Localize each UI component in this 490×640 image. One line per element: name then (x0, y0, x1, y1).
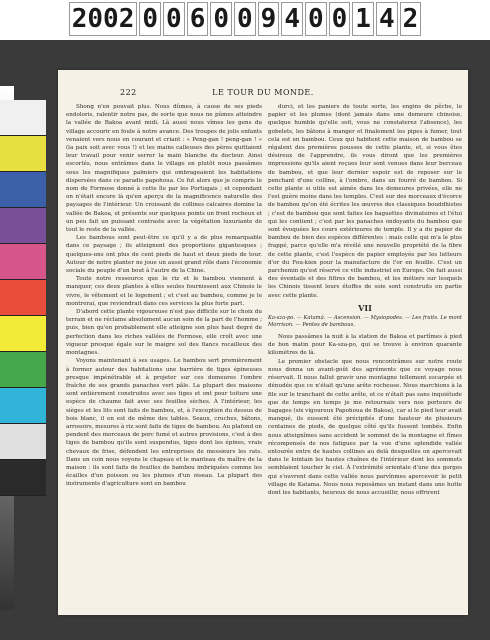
accession-label (0, 0, 490, 38)
swatch-red (0, 280, 46, 316)
book-page (58, 70, 468, 615)
swatch-purple (0, 208, 46, 244)
paragraph: Les bambous sont peut-être ce qu'il y a de plus remarquable dans ce paysage ; ils atteignent des proportions gigantesques ; quelques-uns ont plus de cent pieds de haut et deux pieds de tour. Autour de notre planter ne joue un aussi grand rôle dans l'économie sociale du peuple d'un bout à l'autre de la Chine. (66, 235, 262, 275)
swatch-light-gray (0, 424, 46, 460)
page-number: 222 (120, 88, 137, 97)
running-title: LE TOUR DU MONDE. (212, 88, 314, 97)
swatch-magenta (0, 244, 46, 280)
paragraph: Le premier obstacle que nous rencontrâmes sur notre route nous donna un avant-goût des agréments que ce voyage nous réservait. Il nous fallut gravir une montagne tellement escarpée et dénudée que ce n'était qu'une arête rocheuse. Nous marchions à la file sur le tranchant de cette arête, et ce n'était pas sans inquiétude que de temps en temps je me retournais vers nos porteurs de bagages (six vigoureux Papohoua de Bakoa), car si le pied leur avait manqué, ils eussent été précipités d'une hauteur de plusieurs centaines de pieds, de quelque côté qu'ils fussent tombés. Enfin nous atteignîmes sans accident le sommet de la montagne et fîmes récompensés de nos fatigues par la vue d'une splendide vallée entourée entre de hautes collines au delà desquelles on apercevait dans le lointain les hautes chaînes de l'intérieur dont les sommets semblaient toucher le ciel. À l'extrémité orientale d'une des gorges qui s'ouvrent dans cette vallée nous parvînmes apercevoir le petit village de Katama. Nous nous reposâmes un instant dans une hutte dont les habitants, heureux de nous accueillir, nous offrirent (268, 358, 462, 496)
color-calibration-strip (0, 100, 50, 600)
accession-digit: 0 (234, 2, 256, 36)
accession-digit: 0 (305, 2, 327, 36)
swatch-white (0, 100, 46, 136)
paragraph: durci, et les paniers de toute sorte, les engins de pêche, le papier et les plumes (dont jamais dans une demeure chinoise, quelque humble qu'elle soit, vous ne constaterez l'absence), les gobelets, les bâtons à manger et finalement les pipes à fumer, tout cela est en bambou. Ceux qui habitent cette maison de bambou se régalent des premières pousses de cette plante, et, si vous êtes désireux de l'apprendre, ils vous diront que les premières impressions qu'ils aient reçues leur sont venues dans leur berceau de bambou, et que leur dernier espoir est de reposer sur le penchant d'une colline, à l'ombre, dans un fourré de bambou. Si cette plante si utile est aimée dans les demeures privées, elle ne l'est guère moins dans les temples. C'est sur des morceaux d'écorce de bambou qu'on été écrites les œuvres des classiques bouddhistes ; c'est de bambou que sont faites les baguettes divinatoires et l'étui qui les contient ; c'est par les panaches ondoyants du bambou que sont évoquées les cours extérieures de temple. Il y a du papier de bambou de bien des espèces différentes : mais celle qui m'a le plus frappé, parce qu'elle m'a révélé une nouvelle propriété de la fibre de cette plante, c'est l'espèce de papier employée par les lutteurs d'or du Fou-kien pour la manufacture de l'or en feuille. C'est un parchemin qu'est réservé ce ville industriel en Europe. On fait aussi des éventails et des filtres de bambou, et les métiers sur lesquels les Chinois tissent leurs étoffes de soie sont construits en partie avec cette plante. (268, 104, 462, 299)
swatch-cyan (0, 388, 46, 424)
swatch-black (0, 460, 46, 496)
accession-number (0, 2, 490, 36)
paragraph: D'abord cette plante vigoureuse n'est pas difficile sur le choix du terrain et ne réclame absolument aucun soin de la part de l'homme ; puis, bien qu'en probablement elle atteigne son plus haut degré de perfection dans les riches vallées de Formose, elle croît avec une vigueur presque égale sur le maigre sol des flancs rocailleux des montagnes. (66, 309, 262, 357)
chapter-summary: Ka-sza-po. — Katamá. — Ascension. — Mysiopodes. — Les fruits. Le mont Morrison. — Pentes de bambous. (268, 315, 462, 329)
accession-digit: 1 (352, 2, 374, 36)
paragraph: Toute notre ressource que le riz et le bambou viennent à manquer, ces deux plantes à elles seules fournissent aux Chinois le vivre, le vêtement et le logement ; et c'est au bambou, comme je le montrerai, que reviendrait dans ces services la plus forte part. (66, 276, 262, 307)
accession-digit: 6 (187, 2, 209, 36)
page-header (58, 88, 468, 97)
paragraph: Nous passâmes la nuit à la station de Bakoa et partîmes à pied de bon matin pour Ka-sza-po, qui se trouve à environ quarante kilomètres de là. (268, 334, 462, 357)
accession-digit: 2 (400, 2, 422, 36)
left-column (66, 103, 262, 489)
swatch-green (0, 352, 46, 388)
right-column (268, 103, 462, 497)
paragraph: Shong n'en pouvait plus. Nous dûmes, à cause de ses pieds endoloris, ralentir notre pas, de sorte que nous ne pûmes atteindre la vallée de Bakoa avant midi. Là aussi nous vîmes les gens du village accourir en foule à notre avance. Des troupes de jolis enfants venaient vers nous en courant et criant : « Peng-gan ! peng-gan ! » (la paix soit avec vous !) et les mains calleuses des pères quittaient leur travail pour venir serrer la main blanche du docteur. Ainsi escortés, nous entrâmes dans le village en plutôt nous passâmes sous les magnifiques palmiers qui ombrageaient les habitations dispersées dans ce paradis papohoua. Ce fut alors que je compris le nom de Formose donné à cette île par les Portugais ; et cependant on n'était encore là qu'en aperçu de la magnificence naturelle des paysages de l'intérieur. Un croissant de collines calcaires domine la vallée de Bakoa, et présente sur quelques points un front rocheux et un peu fait un puissant contraste avec la végétation luxuriante de tout le reste de la vallée. (66, 104, 262, 234)
accession-digit: 4 (376, 2, 398, 36)
accession-digit: 0 (163, 2, 185, 36)
swatch-blue (0, 172, 46, 208)
accession-digit: 0 (139, 2, 161, 36)
accession-digit: 0 (210, 2, 232, 36)
accession-digit: 0 (329, 2, 351, 36)
paragraph: Voyons maintenant à ses usages. Le bambou sert premièrement à former autour des habitations une barrière de tiges épineuses presque impénétrable et à projeter sur ces demeures l'ombre fraîche de ses grands panaches vert pâle. La plupart des maisons sont entièrement construites avec ses tiges et ont pour toiture une espèce de chaume fait avec ses feuilles sèches. À l'intérieur, les sièges et les lits sont faits de bambou, et, à l'exception du dessus de bois blanc, il en est de même des tables. Seaux, cruches, bâtons, arrosoirs, mesures à riz sont faits de tiges de bambou. Au plafond on pendent des morceaux de porc fumé et autres provisions, c'est à des tiges de bambou qu'ils sont suspendus, tiges dont les épines, vrais chevaux de frise, défendent les entreprises de messieurs les rats. Dans un coin nous voyons le chapeau et le manteau du maître de la maison : ils sont faits de feuilles de bambou imbriquées comme les écailles d'un poisson ou les plumes d'un oiseau. La plupart des instruments d'agriculture sont en bambou (66, 358, 262, 488)
swatch-yellow-2 (0, 316, 46, 352)
accession-digit: 4 (281, 2, 303, 36)
accession-digit: 2002 (69, 2, 138, 36)
accession-digit: 9 (258, 2, 280, 36)
swatch-yellow (0, 136, 46, 172)
section-number: VII (358, 302, 372, 313)
